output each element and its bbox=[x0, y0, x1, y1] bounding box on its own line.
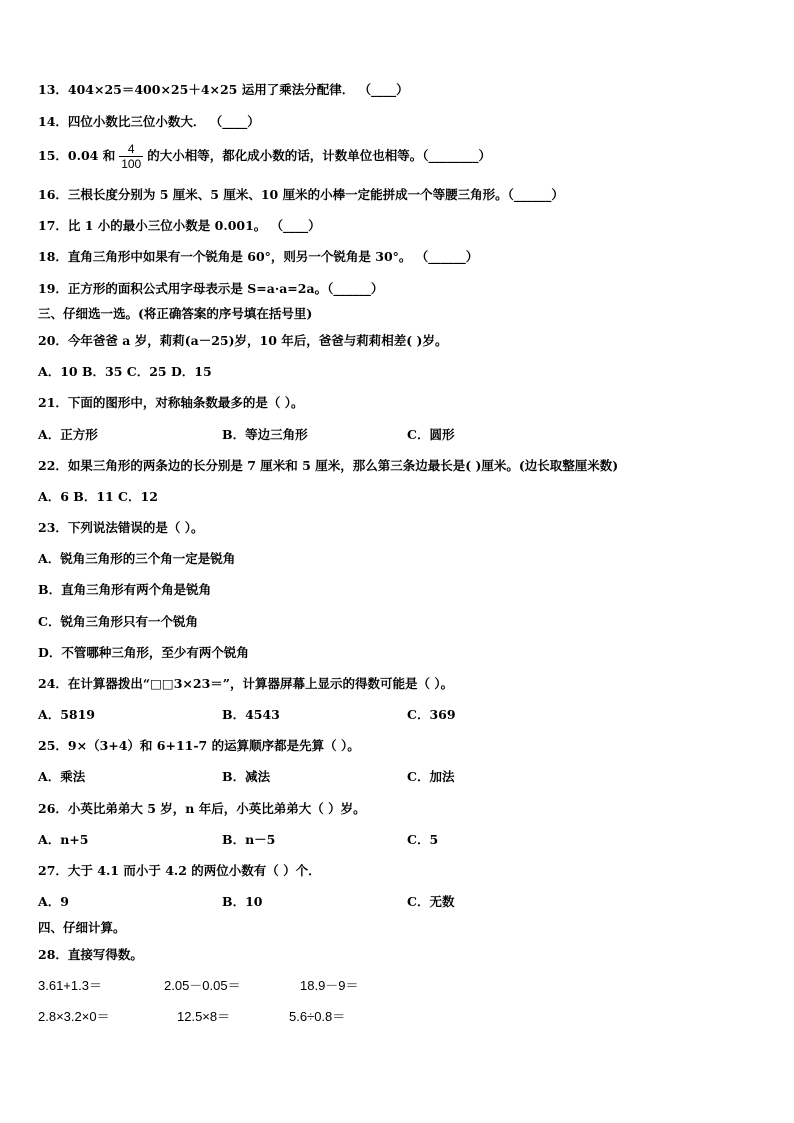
question-22-stem: 22．如果三角形的两条边的长分别是 7 厘米和 5 厘米，那么第三条边最长是( )厘米。(边长取整厘米数) bbox=[38, 458, 619, 473]
question-23-stem: 23．下列说法错误的是（ ）。 bbox=[38, 520, 204, 535]
fraction-denominator: 100 bbox=[121, 157, 142, 171]
question-23-option-d: D．不管哪种三角形，至少有两个锐角 bbox=[38, 645, 249, 660]
question-24-option-a: A．5819 bbox=[38, 707, 95, 722]
question-26-option-b: B．n－5 bbox=[222, 832, 276, 847]
calc-item: 12.5×8＝ bbox=[177, 1009, 231, 1024]
question-21-option-a: A．正方形 bbox=[38, 427, 98, 442]
calc-item: 2.8×3.2×0＝ bbox=[38, 1009, 110, 1024]
question-15-before: 15．0.04 和 bbox=[38, 148, 116, 163]
question-20-options: A．10 B．35 C．25 D．15 bbox=[38, 364, 212, 379]
question-27-option-b: B．10 bbox=[222, 894, 263, 909]
question-25-option-c: C．加法 bbox=[407, 769, 455, 784]
calc-item: 5.6÷0.8＝ bbox=[289, 1009, 346, 1024]
question-27-option-c: C．无数 bbox=[407, 894, 455, 909]
fraction bbox=[119, 142, 143, 171]
question-25-option-a: A．乘法 bbox=[38, 769, 86, 784]
question-21-stem: 21．下面的图形中，对称轴条数最多的是（ ）。 bbox=[38, 395, 304, 410]
question-23-option-b: B．直角三角形有两个角是锐角 bbox=[38, 582, 212, 597]
question-26-option-a: A．n+5 bbox=[38, 832, 89, 847]
question-17: 17．比 1 小的最小三位小数是 0.001。 （____） bbox=[38, 218, 321, 233]
question-21-option-c: C．圆形 bbox=[407, 427, 455, 442]
question-27-option-a: A．9 bbox=[38, 894, 69, 909]
question-23-option-c: C．锐角三角形只有一个锐角 bbox=[38, 614, 198, 629]
question-25-option-b: B．减法 bbox=[222, 769, 271, 784]
question-22-options: A．6 B．11 C．12 bbox=[38, 489, 158, 504]
question-26-stem: 26．小英比弟弟大 5 岁，n 年后，小英比弟弟大（ ）岁。 bbox=[38, 801, 366, 816]
question-19: 19．正方形的面积公式用字母表示是 S=a·a=2a。（______） bbox=[38, 281, 384, 296]
question-26-option-c: C．5 bbox=[407, 832, 439, 847]
question-15 bbox=[38, 142, 491, 171]
question-16: 16．三根长度分别为 5 厘米、5 厘米、10 厘米的小棒一定能拼成一个等腰三角形。（______） bbox=[38, 187, 564, 202]
question-18: 18．直角三角形中如果有一个锐角是 60°，则另一个锐角是 30°。 （______） bbox=[38, 249, 479, 264]
section-4-heading: 四、仔细计算。 bbox=[38, 920, 126, 935]
question-21-option-b: B．等边三角形 bbox=[222, 427, 308, 442]
question-25-stem: 25．9×（3+4）和 6+11-7 的运算顺序都是先算（ ）。 bbox=[38, 738, 360, 753]
fraction-numerator: 4 bbox=[119, 142, 143, 157]
section-3-heading: 三、仔细选一选。(将正确答案的序号填在括号里) bbox=[38, 306, 313, 321]
question-28-stem: 28．直接写得数。 bbox=[38, 947, 143, 962]
question-24-option-b: B．4543 bbox=[222, 707, 280, 722]
question-14: 14．四位小数比三位小数大． （____） bbox=[38, 114, 260, 129]
calc-item: 2.05－0.05＝ bbox=[164, 978, 241, 993]
calc-item: 18.9－9＝ bbox=[300, 978, 359, 993]
question-20-stem: 20．今年爸爸 a 岁，莉莉(a－25)岁，10 年后，爸爸与莉莉相差( )岁。 bbox=[38, 333, 448, 348]
question-23-option-a: A．锐角三角形的三个角一定是锐角 bbox=[38, 551, 236, 566]
calc-item: 3.61+1.3＝ bbox=[38, 978, 102, 993]
question-13: 13．404×25＝400×25＋4×25 运用了乘法分配律． （____） bbox=[38, 82, 409, 97]
question-24-stem: 24．在计算器拨出“□□3×23＝”，计算器屏幕上显示的得数可能是（ ）。 bbox=[38, 676, 454, 691]
question-15-after: 的大小相等，都化成小数的话，计数单位也相等。（________） bbox=[147, 148, 491, 163]
question-27-stem: 27．大于 4.1 而小于 4.2 的两位小数有（ ）个． bbox=[38, 863, 321, 878]
question-24-option-c: C．369 bbox=[407, 707, 456, 722]
